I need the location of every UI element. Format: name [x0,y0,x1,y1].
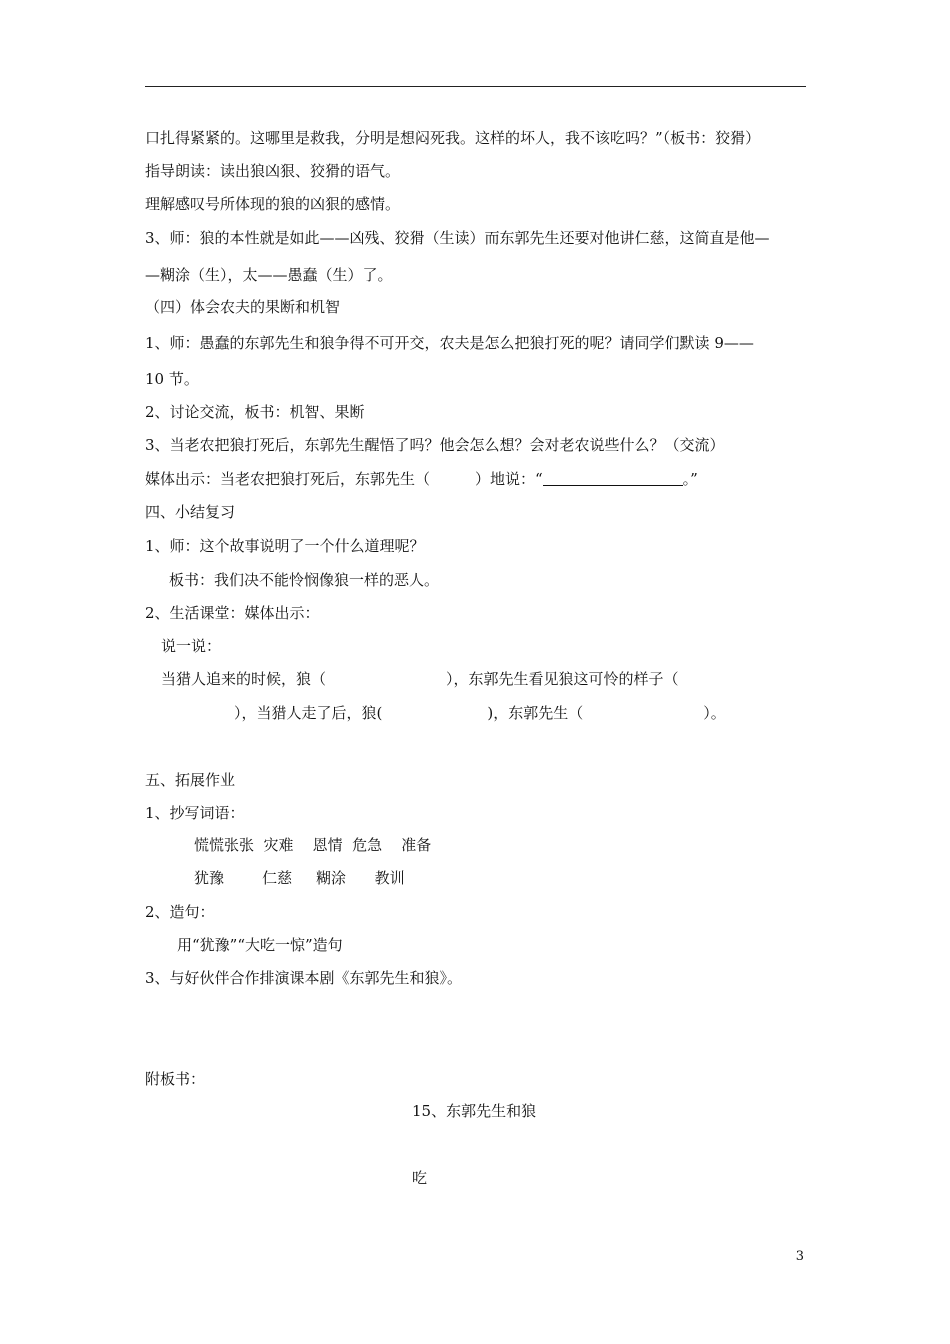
section-heading: 四、小结复习 [145,503,236,521]
text-line: 附板书： [145,1070,206,1088]
text-line: 用“犹豫”“大吃一惊”造句 [177,936,343,954]
text-line: 1、师：愚蠢的东郭先生和狼争得不可开交，农夫是怎么把狼打死的呢？请同学们默读 9—— [145,334,754,352]
section-heading: 五、拓展作业 [145,771,236,789]
text-line: ），当猎人走了后，狼( )，东郭先生（ ）。 [234,704,726,722]
text-line: 理解感叹号所体现的狼的凶狠的感情。 [145,195,401,213]
text-line: 3、当老农把狼打死后，东郭先生醒悟了吗？他会怎么想？会对老农说些什么？（交流） [145,436,725,454]
text-line: —糊涂（生），太——愚蠢（生）了。 [145,266,393,284]
text-line: 1、师：这个故事说明了一个什么道理呢？ [145,537,425,555]
text-line: 10 节。 [145,370,199,388]
media-line [145,469,698,489]
text-line: 板书：我们决不能怜悯像狼一样的恶人。 [169,571,440,589]
text-line: 指导朗读：读出狼凶狠、狡猾的语气。 [145,162,401,180]
text-line: 1、抄写词语： [145,804,245,822]
text-line: 2、讨论交流，板书：机智、果断 [145,403,365,421]
text-line: 口扎得紧紧的。这哪里是救我，分明是想闷死我。这样的坏人，我不该吃吗？”（板书：狡猾） [145,129,761,147]
text-line: 3、师：狼的本性就是如此——凶残、狡猾（生读）而东郭先生还要对他讲仁慈，这简直是他— [145,229,770,247]
text-line: 说一说： [161,637,222,655]
media-line-end: 。” [682,470,698,488]
media-line-text: 媒体出示：当老农把狼打死后，东郭先生（ ）地说：“ [145,470,543,488]
section-heading: （四）体会农夫的果断和机智 [145,298,341,316]
text-line: 2、造句： [145,903,215,921]
text-line: 2、生活课堂：媒体出示： [145,604,320,622]
board-title: 15、东郭先生和狼 [412,1102,537,1120]
answer-blank [543,471,683,486]
page-number: 3 [795,1249,804,1264]
word-list: 慌慌张张 灾难 恩情 危急 准备 [194,836,432,854]
header-rule [145,86,806,87]
word-list: 犹豫 仁慈 糊涂 教训 [194,869,405,887]
text-line: 3、与好伙伴合作排演课本剧《东郭先生和狼》。 [145,969,463,987]
board-text: 吃 [412,1169,428,1187]
text-line: 当猎人追来的时候，狼（ ），东郭先生看见狼这可怜的样子（ [161,670,679,688]
